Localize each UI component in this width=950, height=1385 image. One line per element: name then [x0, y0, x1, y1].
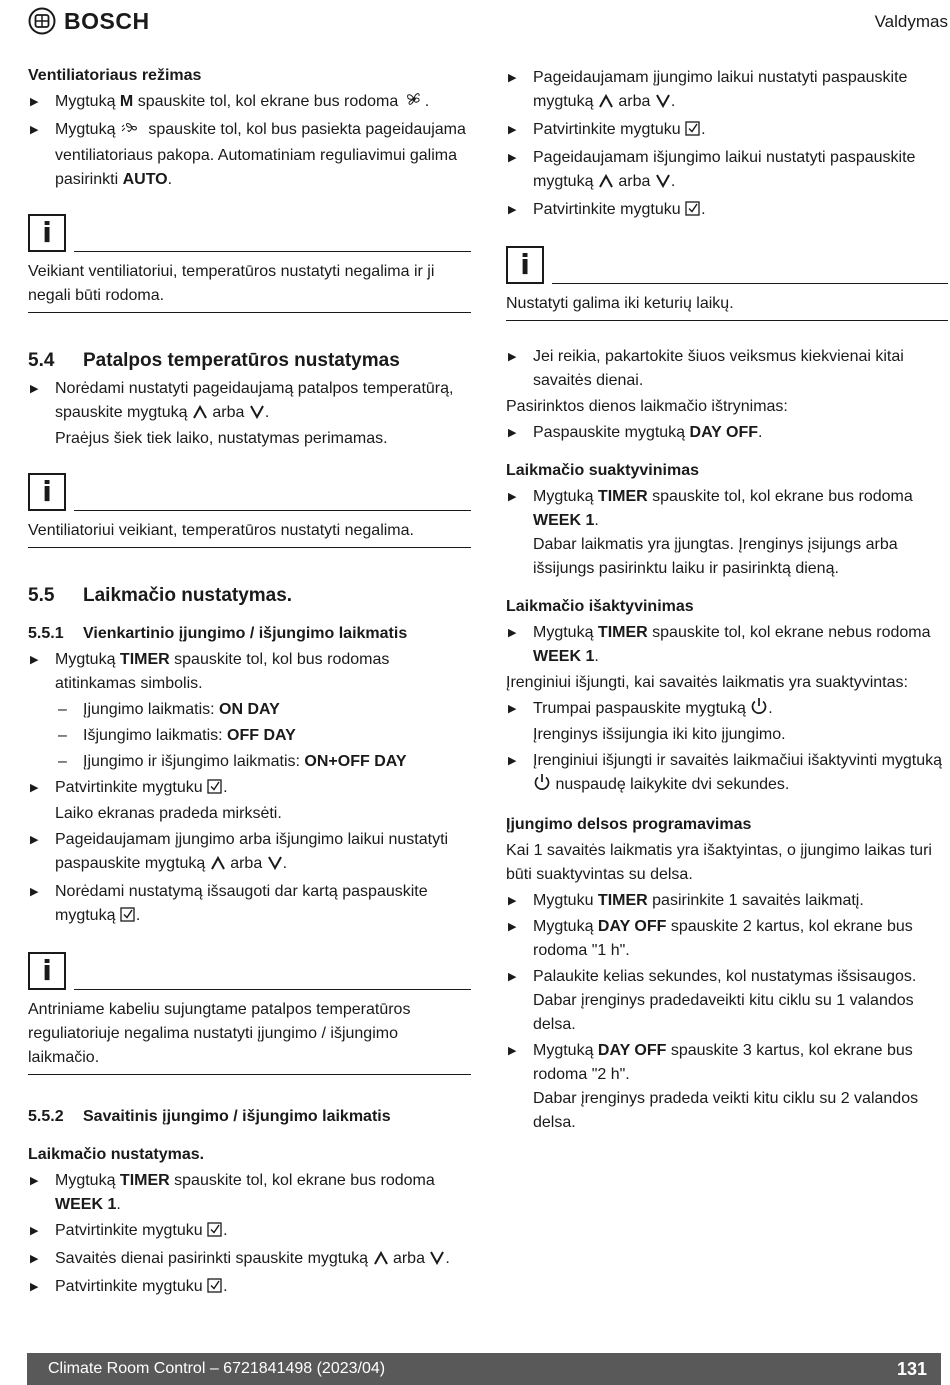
- left-column: [28, 64, 471, 1303]
- info-note-text: Antriniame kabeliu sujungtame patalpos temperatūros reguliatoriuje negalima nustatyti įjungimo / išjungimo laikmačio.: [28, 1001, 411, 1066]
- list-item: ▶ Patvirtinkite mygtuku .: [28, 1219, 471, 1245]
- list-item: ▶ Trumpai paspauskite mygtuką . Įrenginys išsijungia iki kito įjungimo.: [506, 697, 948, 747]
- down-arrow-icon: [655, 172, 671, 196]
- list-item: ▶ Pageidaujamam išjungimo laikui nustatyti paspauskite mygtuką arba .: [506, 146, 948, 196]
- confirm-checkbox-icon: [207, 778, 223, 802]
- list-item: ▶ Norėdami nustatyti pageidaujamą patalpos temperatūrą, spauskite mygtuką arba . Praėjus šiek tiek laiko, nustatymas perimamas.: [28, 377, 471, 451]
- list-item: ▶ Mygtuką TIMER spauskite tol, kol bus rodomas atitinkamas simbolis.: [28, 648, 471, 696]
- list-item: ▶ Pageidaujamam įjungimo arba išjungimo laikui nustatyti paspauskite mygtuką arba .: [28, 828, 471, 878]
- list-item: ▶ Mygtuką TIMER spauskite tol, kol ekrane bus rodoma WEEK 1.: [28, 1169, 471, 1217]
- down-arrow-icon: [655, 92, 671, 116]
- list-item: ▶ Pageidaujamam įjungimo laikui nustatyti paspauskite mygtuką arba .: [506, 66, 948, 116]
- list-item: ▶ Norėdami nustatymą išsaugoti dar kartą paspauskite mygtuką .: [28, 880, 471, 930]
- confirm-checkbox-icon: [685, 120, 701, 144]
- fan-icon: [403, 90, 425, 116]
- subsection-heading: 5.5.1 Vienkartinio įjungimo / išjungimo laikmatis: [28, 625, 408, 642]
- list-item: ▶ Patvirtinkite mygtuku .: [28, 1275, 471, 1301]
- list-item: ▶ Mygtuku TIMER pasirinkite 1 savaitės laikmatį.: [506, 889, 948, 913]
- ventilation-mode-heading: Ventiliatoriaus režimas: [28, 67, 202, 84]
- list-item: ▶ Jei reikia, pakartokite šiuos veiksmus kiekvienai kitai savaitės dienai.: [506, 345, 948, 393]
- confirm-checkbox-icon: [685, 200, 701, 224]
- list-item: ▶ Mygtuką M spauskite tol, kol ekrane bus rodoma .: [28, 90, 471, 116]
- info-note: [28, 469, 471, 548]
- delete-day-text: Pasirinktos dienos laikmačio ištrynimas:: [506, 398, 788, 415]
- list-item: ▶ Savaitės dienai pasirinkti spauskite mygtuką arba .: [28, 1247, 471, 1273]
- footer-doc-info: Climate Room Control – 6721841498 (2023/04): [48, 1360, 386, 1377]
- info-note: [506, 242, 948, 321]
- list-item: ▶ Patvirtinkite mygtuku . Laiko ekranas pradeda mirksėti.: [28, 776, 471, 826]
- up-arrow-icon: [192, 403, 208, 427]
- list-item: ▶ Mygtuką DAY OFF spauskite 2 kartus, kol ekrane bus rodoma "1 h".: [506, 915, 948, 963]
- list-item: ▶ Patvirtinkite mygtuku .: [506, 118, 948, 144]
- section-heading: 5.5 Laikmačio nustatymas.: [28, 585, 293, 606]
- info-note: [28, 948, 471, 1075]
- info-note-text: Nustatyti galima iki keturių laikų.: [506, 295, 734, 312]
- confirm-checkbox-icon: [207, 1221, 223, 1245]
- list-item: ▶ Palaukite kelias sekundes, kol nustatymas išsisaugos. Dabar įrenginys pradedaveikti kitu ciklu su 1 valandos delsa.: [506, 965, 948, 1037]
- bosch-armature-icon: [28, 7, 56, 35]
- up-arrow-icon: [373, 1249, 389, 1273]
- down-arrow-icon: [267, 854, 283, 878]
- page-footer: [27, 1353, 941, 1385]
- delay-text: Kai 1 savaitės laikmatis yra išaktyintas, o įjungimo laikas turi būti suaktyvintas su delsa.: [506, 842, 932, 883]
- up-arrow-icon: [598, 92, 614, 116]
- timer-deactivation-heading: Laikmačio išaktyvinimas: [506, 598, 694, 615]
- power-icon: [533, 773, 551, 799]
- section-title: Valdymas: [874, 12, 948, 31]
- info-note-text: Ventiliatoriui veikiant, temperatūros nustatyti negalima.: [28, 522, 414, 539]
- list-item: ▶ Patvirtinkite mygtuku .: [506, 198, 948, 224]
- info-note-text: Veikiant ventiliatoriui, temperatūros nustatyti negalima ir ji negali būti rodoma.: [28, 263, 435, 304]
- timer-setting-heading: Laikmačio nustatymas.: [28, 1146, 205, 1163]
- dash-item: – Išjungimo laikmatis: OFF DAY: [28, 724, 471, 748]
- confirm-checkbox-icon: [207, 1277, 223, 1301]
- timer-activation-heading: Laikmačio suaktyvinimas: [506, 462, 699, 479]
- power-icon: [750, 697, 768, 723]
- list-item: ▶ Mygtuką TIMER spauskite tol, kol ekrane bus rodoma WEEK 1. Dabar laikmatis yra įjungtas. Įrenginys įsijungs arba išsijungs pasirinktu laiku ir pasirinktą dieną.: [506, 485, 948, 581]
- page-number: 131: [896, 1358, 927, 1379]
- fan-speed-icon: [120, 118, 144, 144]
- dash-item: – Įjungimo laikmatis: ON DAY: [28, 698, 471, 722]
- info-icon: i: [28, 473, 66, 511]
- up-arrow-icon: [210, 854, 226, 878]
- down-arrow-icon: [249, 403, 265, 427]
- device-off-text: Įrenginiui išjungti, kai savaitės laikmatis yra suaktyvintas:: [506, 674, 908, 691]
- delay-programming-heading: Įjungimo delsos programavimas: [506, 816, 752, 833]
- brand-name: BOSCH: [64, 7, 150, 34]
- list-item: ▶ Mygtuką DAY OFF spauskite 3 kartus, kol ekrane bus rodoma "2 h". Dabar įrenginys pradeda veikti kitu ciklu su 2 valandos delsa.: [506, 1039, 948, 1135]
- info-note: [28, 210, 471, 313]
- subsection-heading: 5.5.2 Savaitinis įjungimo / išjungimo laikmatis: [28, 1108, 391, 1125]
- section-heading: 5.4 Patalpos temperatūros nustatymas: [28, 350, 400, 371]
- list-item: ▶ Įrenginiui išjungti ir savaitės laikmačiui išaktyvinti mygtuką nuspaudę laikykite dvi sekundes.: [506, 749, 948, 799]
- confirm-checkbox-icon: [120, 906, 136, 930]
- dash-item: – Įjungimo ir išjungimo laikmatis: ON+OFF DAY: [28, 750, 471, 774]
- list-item: ▶ Mygtuką spauskite tol, kol bus pasiekta pageidaujama ventiliatoriaus pakopa. Automatiniam reguliavimui galima pasirinkti AUTO.: [28, 118, 471, 192]
- list-item: ▶ Paspauskite mygtuką DAY OFF.: [506, 421, 948, 445]
- info-icon: i: [28, 214, 66, 252]
- bosch-logo: [28, 7, 150, 35]
- info-icon: i: [28, 952, 66, 990]
- down-arrow-icon: [429, 1249, 445, 1273]
- list-item: ▶ Mygtuką TIMER spauskite tol, kol ekrane nebus rodoma WEEK 1.: [506, 621, 948, 669]
- right-column: [506, 64, 948, 1137]
- info-icon: i: [506, 246, 544, 284]
- up-arrow-icon: [598, 172, 614, 196]
